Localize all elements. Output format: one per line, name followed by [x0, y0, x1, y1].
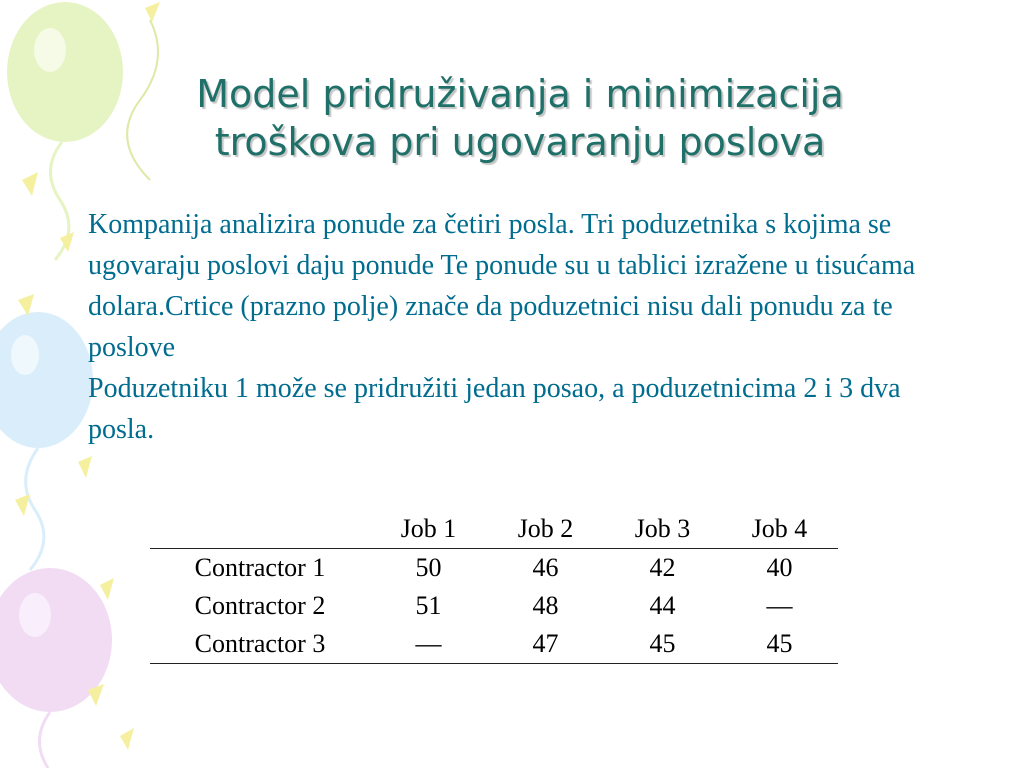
slide-title-line-2: troškova pri ugovaranju poslova [214, 120, 826, 164]
table-header-cell: Job 3 [634, 514, 691, 543]
slide-title [80, 70, 960, 166]
table-cell: 47 [532, 629, 559, 658]
table-row-label: Contractor 1 [194, 553, 326, 582]
table-cell: 50 [415, 553, 442, 582]
table-row [150, 587, 838, 625]
table-cell: 46 [532, 553, 559, 582]
table-cell: — [415, 629, 442, 658]
table-header-cell: Job 4 [751, 514, 808, 543]
slide-body [88, 204, 958, 450]
table-cell: 48 [532, 591, 559, 620]
table-header-cell: Job 2 [517, 514, 574, 543]
table-header-cell: Job 1 [400, 514, 457, 543]
table-row [150, 625, 838, 664]
table-cell: — [766, 591, 793, 620]
balloon-blue-icon [0, 312, 93, 570]
table-cell: 45 [766, 629, 793, 658]
table-cell: 40 [766, 553, 793, 582]
table-row-label: Contractor 2 [194, 591, 326, 620]
table-header-cell [150, 510, 370, 549]
table-cell: 45 [649, 629, 676, 658]
table-cell: 44 [649, 591, 676, 620]
table-cell: 42 [649, 553, 676, 582]
bid-table [150, 510, 838, 664]
body-paragraph-1: Kompanija analizira ponude za četiri posla. Tri poduzetnika s kojima se ugovaraju poslovi daju ponude Te ponude su u tablici izražene u tisućama dolara.Crtice (prazno polje) znače da poduzetnici nisu dali ponudu za te poslove [88, 209, 916, 363]
table-header-row [150, 510, 838, 549]
table-cell: 51 [415, 591, 442, 620]
table-row [150, 549, 838, 588]
table-row-label: Contractor 3 [194, 629, 326, 658]
body-paragraph-2: Poduzetniku 1 može se pridružiti jedan posao, a poduzetnicima 2 i 3 dva posla. [88, 373, 901, 445]
balloon-purple-icon [0, 568, 112, 768]
slide-title-line-1: Model pridruživanja i minimizacija [196, 72, 844, 116]
